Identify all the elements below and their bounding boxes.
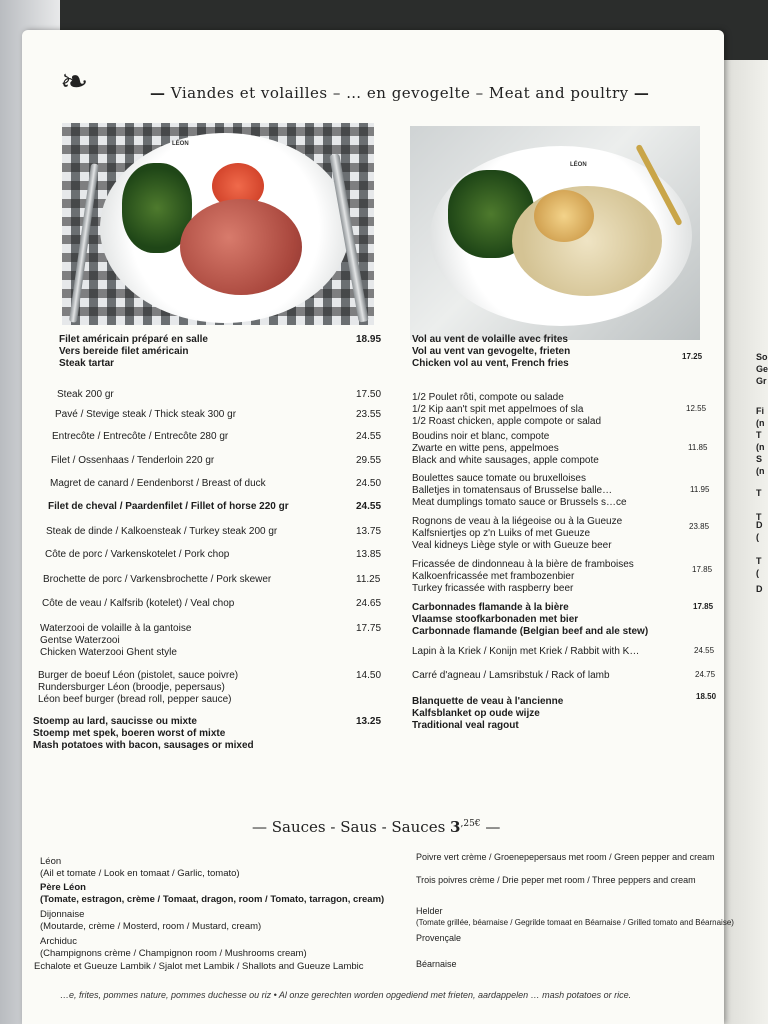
menu-item-name-line: Veal kidneys Liège style or with Gueuze beer [412,540,612,551]
plate-logo: LÉON [570,162,587,168]
left-menu-item [48,501,289,513]
menu-item-name-line: 1/2 Roast chicken, apple compote or salad [412,416,601,427]
menu-item-name-line: Côte de porc / Varkenskotelet / Pork chop [45,549,230,560]
next-page-text-fragment: T [756,556,762,566]
menu-item-name-line: Stoemp au lard, saucisse ou mixte [33,716,197,727]
sauce-description: (Moutarde, crème / Mosterd, room / Mustard, cream) [40,921,262,932]
menu-item-name-line: Traditional veal ragout [412,720,519,731]
menu-item-name-line: Kalfsblanket op oude wijze [412,708,540,719]
sauces-dash-right: — [485,818,501,836]
menu-item-name-line: Filet américain préparé en salle [59,334,208,345]
menu-item-name-line: Boudins noir et blanc, compote [412,431,550,442]
menu-item-name-line: 1/2 Poulet rôti, compote ou salade [412,392,564,403]
next-page-text-fragment: Ge [756,364,768,374]
menu-item-price: 29.55 [356,455,382,466]
next-page-text-fragment: ( [756,568,759,578]
left-menu-item [46,526,277,538]
menu-item-name-line: Carbonnade flamande (Belgian beef and ale stew) [412,626,649,637]
sauce-name: Léon [40,856,62,867]
next-page-text-fragment: S [756,454,763,464]
menu-item-price: 13.85 [356,549,382,560]
sauce-item [416,905,734,929]
sauce-name: Helder [416,906,443,916]
menu-item-price: 13.25 [356,716,382,727]
sauces-price-cents: ,25€ [460,819,481,829]
menu-item-name-line: Blanquette de veau à l'ancienne [412,696,564,707]
plate-logo: LÉON [172,141,189,147]
menu-item-price: 17.50 [356,389,382,400]
menu-item-price: 17.75 [356,623,382,634]
sauce-item [40,936,307,960]
menu-item-name-line: Waterzooi de volaille à la gantoise [40,623,192,634]
menu-item-price: 17.85 [692,565,713,574]
menu-item-price: 12.55 [686,404,707,413]
vol-au-vent-photo [410,126,700,340]
right-menu-item [412,559,634,595]
menu-item-name-line: Carbonnades flamande à la bière [412,602,569,613]
steak-tartare-photo [62,123,374,325]
menu-item-price: 24.75 [695,670,716,679]
left-menu-item [51,455,214,467]
menu-item-name-line: Brochette de porc / Varkensbrochette / Pork skewer [43,574,272,585]
menu-item-name-line: Balletjes in tomatensaus of Brusselse balle… [412,485,613,496]
menu-item-name-line: Burger de boeuf Léon (pistolet, sauce poivre) [38,670,239,681]
menu-item-price: 17.25 [682,352,703,361]
menu-item-name-line: Mash potatoes with bacon, sausages or mixed [33,740,254,751]
menu-item-name-line: Léon beef burger (bread roll, pepper sauce) [38,694,232,705]
menu-item-price: 24.55 [694,646,715,655]
left-menu-item [50,478,266,490]
menu-item-name-line: Fricassée de dindonneau à la bière de framboises [412,559,634,570]
sauce-name: Dijonnaise [40,909,85,920]
left-menu-item [40,623,191,659]
menu-item-price: 24.55 [356,501,382,512]
sauce-item [34,961,364,973]
sauce-name: Béarnaise [416,959,457,969]
menu-item-price: 13.75 [356,526,382,537]
next-page-text-fragment: Fi [756,406,764,416]
next-page-text-fragment: T [756,512,762,522]
sauce-description: (Champignons crème / Champignon room / Mushrooms cream) [40,948,307,959]
sauce-name: Provençale [416,933,462,943]
right-menu-item [412,696,563,732]
sauce-name: Archiduc [40,936,77,947]
menu-item-price: 18.95 [356,334,382,345]
menu-item-price: 17.85 [693,602,714,611]
section-heading [150,84,650,102]
next-page-text-fragment: T [756,430,762,440]
tartare-patty [180,199,302,295]
right-menu-item [412,646,639,658]
menu-item-name-line: Boulettes sauce tomate ou bruxelloises [412,473,586,484]
right-menu-item [412,334,570,370]
next-page-text-fragment: (n [756,418,765,428]
menu-item-name-line: Steak de dinde / Kalkoensteak / Turkey steak 200 gr [46,526,278,537]
right-menu-item [412,431,599,467]
left-menu-item [38,670,238,706]
menu-item-name-line: Carré d'agneau / Lamsribstuk / Rack of lamb [412,670,610,681]
left-menu-item [57,389,114,401]
sauces-heading [252,818,552,836]
menu-item-name-line: Steak 200 gr [57,389,114,400]
left-menu-item [52,431,228,443]
sauce-description: (Tomate grillée, béarnaise / Gegrilde tomaat en Béarnaise / Grilled tomato and Béarnaise) [416,918,734,927]
sauce-description: (Tomate, estragon, crème / Tomaat, dragon, room / Tomato, tarragon, cream) [40,894,385,905]
footer-note: …e, frites, pommes nature, pommes duchesse ou riz • Al onze gerechten worden opgediend met frieten, aardappelen … mash potatoes or rice. [60,990,632,1000]
menu-item-price: 18.50 [696,692,717,701]
menu-item-name-line: Kalkoenfricassée met frambozenbier [412,571,575,582]
right-menu-item [412,516,622,552]
menu-item-name-line: Magret de canard / Eendenborst / Breast of duck [50,478,266,489]
sauce-description: (Ail et tomate / Look en tomaat / Garlic, tomato) [40,868,240,879]
menu-item-name-line: Entrecôte / Entrecôte / Entrecôte 280 gr [52,431,229,442]
sauce-name: Trois poivres crème / Drie peper met room / Three peppers and cream [416,875,696,885]
left-menu-item [43,574,271,586]
sauces-price: 3 [450,818,461,836]
menu-item-price: 23.55 [356,409,382,420]
menu-item-name-line: Lapin à la Kriek / Konijn met Kriek / Rabbit with K… [412,646,640,657]
heading-dash-right: — [633,84,650,102]
menu-item-name-line: Pavé / Stevige steak / Thick steak 300 gr [55,409,237,420]
next-page-text-fragment: ( [756,532,759,542]
next-page-text-fragment: So [756,352,768,362]
menu-item-name-line: Meat dumplings tomato sauce or Brussels s…ce [412,497,627,508]
left-menu-item [45,549,229,561]
menu-item-name-line: Rognons de veau à la liégeoise ou à la Gueuze [412,516,623,527]
left-menu-item [59,334,208,370]
menu-item-name-line: Vol au vent de volaille avec frites [412,334,568,345]
menu-item-price: 24.65 [356,598,382,609]
menu-item-price: 24.55 [356,431,382,442]
menu-item-price: 11.25 [356,574,381,585]
menu-item-name-line: Zwarte en witte pens, appelmoes [412,443,559,454]
next-page-text-fragment: (n [756,442,765,452]
menu-item-name-line: Vol au vent van gevogelte, frieten [412,346,571,357]
next-page-text-fragment: D [756,584,763,594]
menu-item-name-line: Vlaamse stoofkarbonaden met bier [412,614,579,625]
next-page-text-fragment: T [756,488,762,498]
heading-dash-left: — [150,84,166,102]
right-menu-item [412,392,601,428]
right-menu-item [412,473,627,509]
menu-item-name-line: Black and white sausages, apple compote [412,455,599,466]
fork-icon [69,163,99,323]
corner-ornament-icon: ❧ [60,62,89,102]
right-menu-item [412,670,610,682]
sauce-item [416,874,696,886]
menu-item-price: 23.85 [689,522,710,531]
next-page-text-fragment: Gr [756,376,767,386]
menu-item-name-line: Turkey fricassée with raspberry beer [412,583,574,594]
right-menu-item [412,602,648,638]
sauce-item [40,856,240,880]
sauce-item [40,882,384,906]
heading-text: Viandes et volailles – … en gevogelte – Meat and poultry [170,84,629,102]
sauce-name: Père Léon [40,882,86,893]
menu-item-name-line: Kalfsniertjes op z'n Luiks of met Gueuze [412,528,591,539]
menu-item-name-line: Rundersburger Léon (broodje, pepersaus) [38,682,225,693]
menu-item-name-line: Steak tartar [59,358,115,369]
sauce-name: Echalote et Gueuze Lambik / Sjalot met Lambik / Shallots and Gueuze Lambic [34,961,364,972]
sauces-title-text: — Sauces - Saus - Sauces [252,818,446,836]
menu-item-name-line: Gentse Waterzooi [40,635,120,646]
puff-pastry [534,190,594,242]
menu-item-name-line: Filet de cheval / Paardenfilet / Fillet of horse 220 gr [48,501,289,512]
menu-item-name-line: Chicken vol au vent, French fries [412,358,569,369]
next-page-text-fragment: (n [756,466,765,476]
sauce-item [416,958,457,970]
left-menu-item [55,409,236,421]
left-menu-item [33,716,254,752]
menu-item-name-line: Stoemp met spek, boeren worst of mixte [33,728,226,739]
sauce-item [416,932,461,944]
menu-item-price: 11.85 [688,443,708,452]
left-menu-item [42,598,234,610]
menu-item-name-line: 1/2 Kip aan't spit met appelmoes of sla [412,404,584,415]
menu-item-name-line: Filet / Ossenhaas / Tenderloin 220 gr [51,455,215,466]
sauce-item [40,909,261,933]
menu-item-name-line: Vers bereide filet américain [59,346,189,357]
sauce-name: Poivre vert crème / Groenepepersaus met room / Green pepper and cream [416,852,715,862]
menu-item-price: 24.50 [356,478,382,489]
menu-item-price: 14.50 [356,670,382,681]
sauce-item [416,851,715,863]
menu-item-name-line: Côte de veau / Kalfsrib (kotelet) / Veal chop [42,598,235,609]
menu-item-price: 11.95 [690,485,710,494]
menu-item-name-line: Chicken Waterzooi Ghent style [40,647,177,658]
next-page-text-fragment: D [756,520,763,530]
